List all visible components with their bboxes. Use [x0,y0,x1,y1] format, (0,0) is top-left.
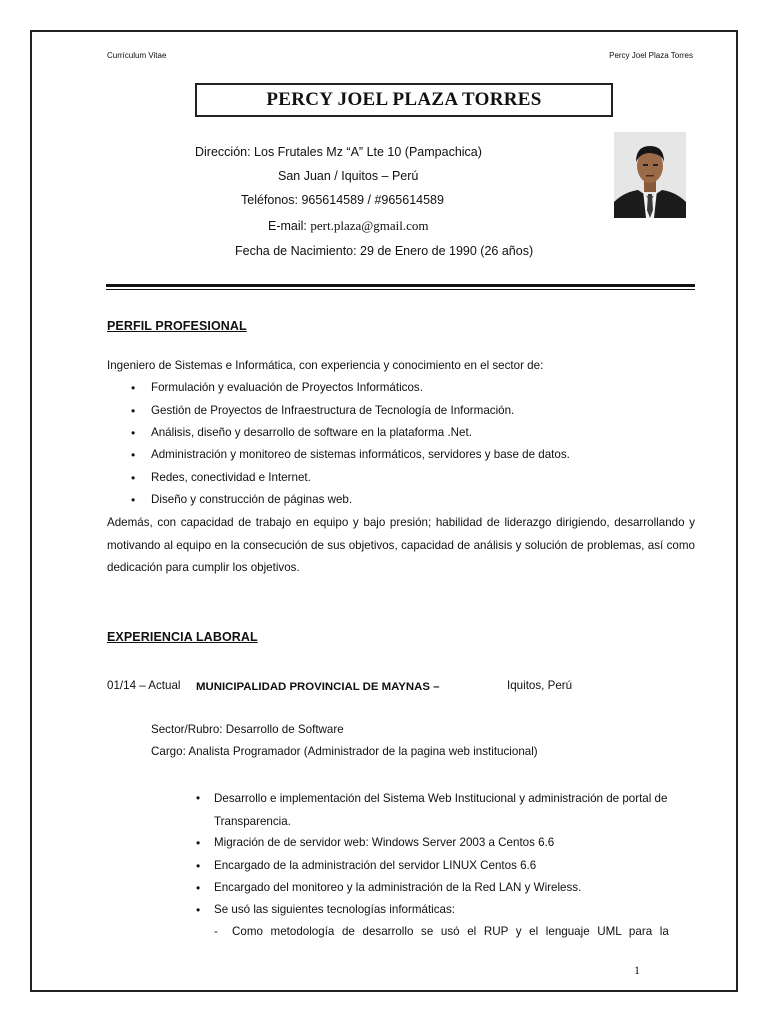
full-name: PERCY JOEL PLAZA TORRES [266,89,542,110]
section-heading-perfil: PERFIL PROFESIONAL [107,319,247,333]
job-subtask-item: - Como metodología de desarrollo se usó el RUP y el lenguaje UML para la [232,921,695,944]
perfil-list-item: • Gestión de Proyectos de Infraestructura de Tecnología de Información. [151,400,514,423]
email-label: E-mail: [268,219,311,233]
job-task-item: • Encargado del monitoreo y la administración de la Red LAN y Wireless. [214,877,581,900]
bullet-icon: • [131,426,136,440]
email-value: pert.plaza@gmail.com [310,218,429,233]
perfil-intro: Ingeniero de Sistemas e Informática, con experiencia y conocimiento en el sector de: [107,359,544,372]
job-location: Iquitos, Perú [507,679,573,692]
birth-date: Fecha de Nacimiento: 29 de Enero de 1990 (26 años) [235,244,534,258]
job-task-item: • Se usó las siguientes tecnologías informáticas: [214,899,455,922]
job-employer: MUNICIPALIDAD PROVINCIAL DE MAYNAS – [196,681,440,693]
perfil-list-item: • Administración y monitoreo de sistemas informáticos, servidores y base de datos. [151,444,570,467]
bullet-icon: • [131,471,136,485]
header-left: Currículum Vitae [107,51,167,60]
job-period: 01/14 – Actual [107,679,181,692]
bullet-icon: • [131,404,136,418]
email-line [268,218,428,234]
perfil-list-item: • Diseño y construcción de páginas web. [151,489,352,512]
page-number: 1 [634,963,640,977]
perfil-list-item: • Redes, conectividad e Internet. [151,467,311,490]
dash-icon: - [214,925,218,938]
bullet-icon: • [196,903,201,917]
job-task-item: • Migración de de servidor web: Windows Server 2003 a Centos 6.6 [214,832,554,855]
bullet-icon: • [131,448,136,462]
job-task-item: • Desarrollo e implementación del Sistema Web Institucional y administración de portal de Transparencia. [214,788,695,833]
job-task-item: • Encargado de la administración del servidor LINUX Centos 6.6 [214,855,536,878]
bullet-icon: • [196,836,201,850]
bullet-icon: • [196,792,201,805]
job-sector: Sector/Rubro: Desarrollo de Software [151,723,344,736]
separator-rule-bottom [106,289,695,290]
header-right: Percy Joel Plaza Torres [609,51,693,60]
perfil-list-item: • Análisis, diseño y desarrollo de software en la plataforma .Net. [151,422,472,445]
section-heading-experiencia: EXPERIENCIA LABORAL [107,630,258,644]
phones: Teléfonos: 965614589 / #965614589 [241,193,444,207]
bullet-icon: • [131,493,136,507]
bullet-icon: • [131,381,136,395]
bullet-icon: • [196,859,201,873]
perfil-list-item: • Formulación y evaluación de Proyectos Informáticos. [151,377,423,400]
address: Dirección: Los Frutales Mz “A” Lte 10 (Pampachica) [195,145,482,159]
separator-rule-top [106,284,695,287]
perfil-summary: Además, con capacidad de trabajo en equipo y bajo presión; habilidad de liderazgo dirigiendo, desarrollando y motivando al equipo en la consecución de sus objetivos, capacidad de análisis y solución de problemas, así como dedicación para cumplir los objetivos. [107,516,695,574]
job-cargo: Cargo: Analista Programador (Administrador de la pagina web institucional) [151,745,538,758]
bullet-icon: • [196,881,201,895]
city: San Juan / Iquitos – Perú [278,169,419,183]
profile-photo [614,132,686,218]
name-box [195,83,613,117]
